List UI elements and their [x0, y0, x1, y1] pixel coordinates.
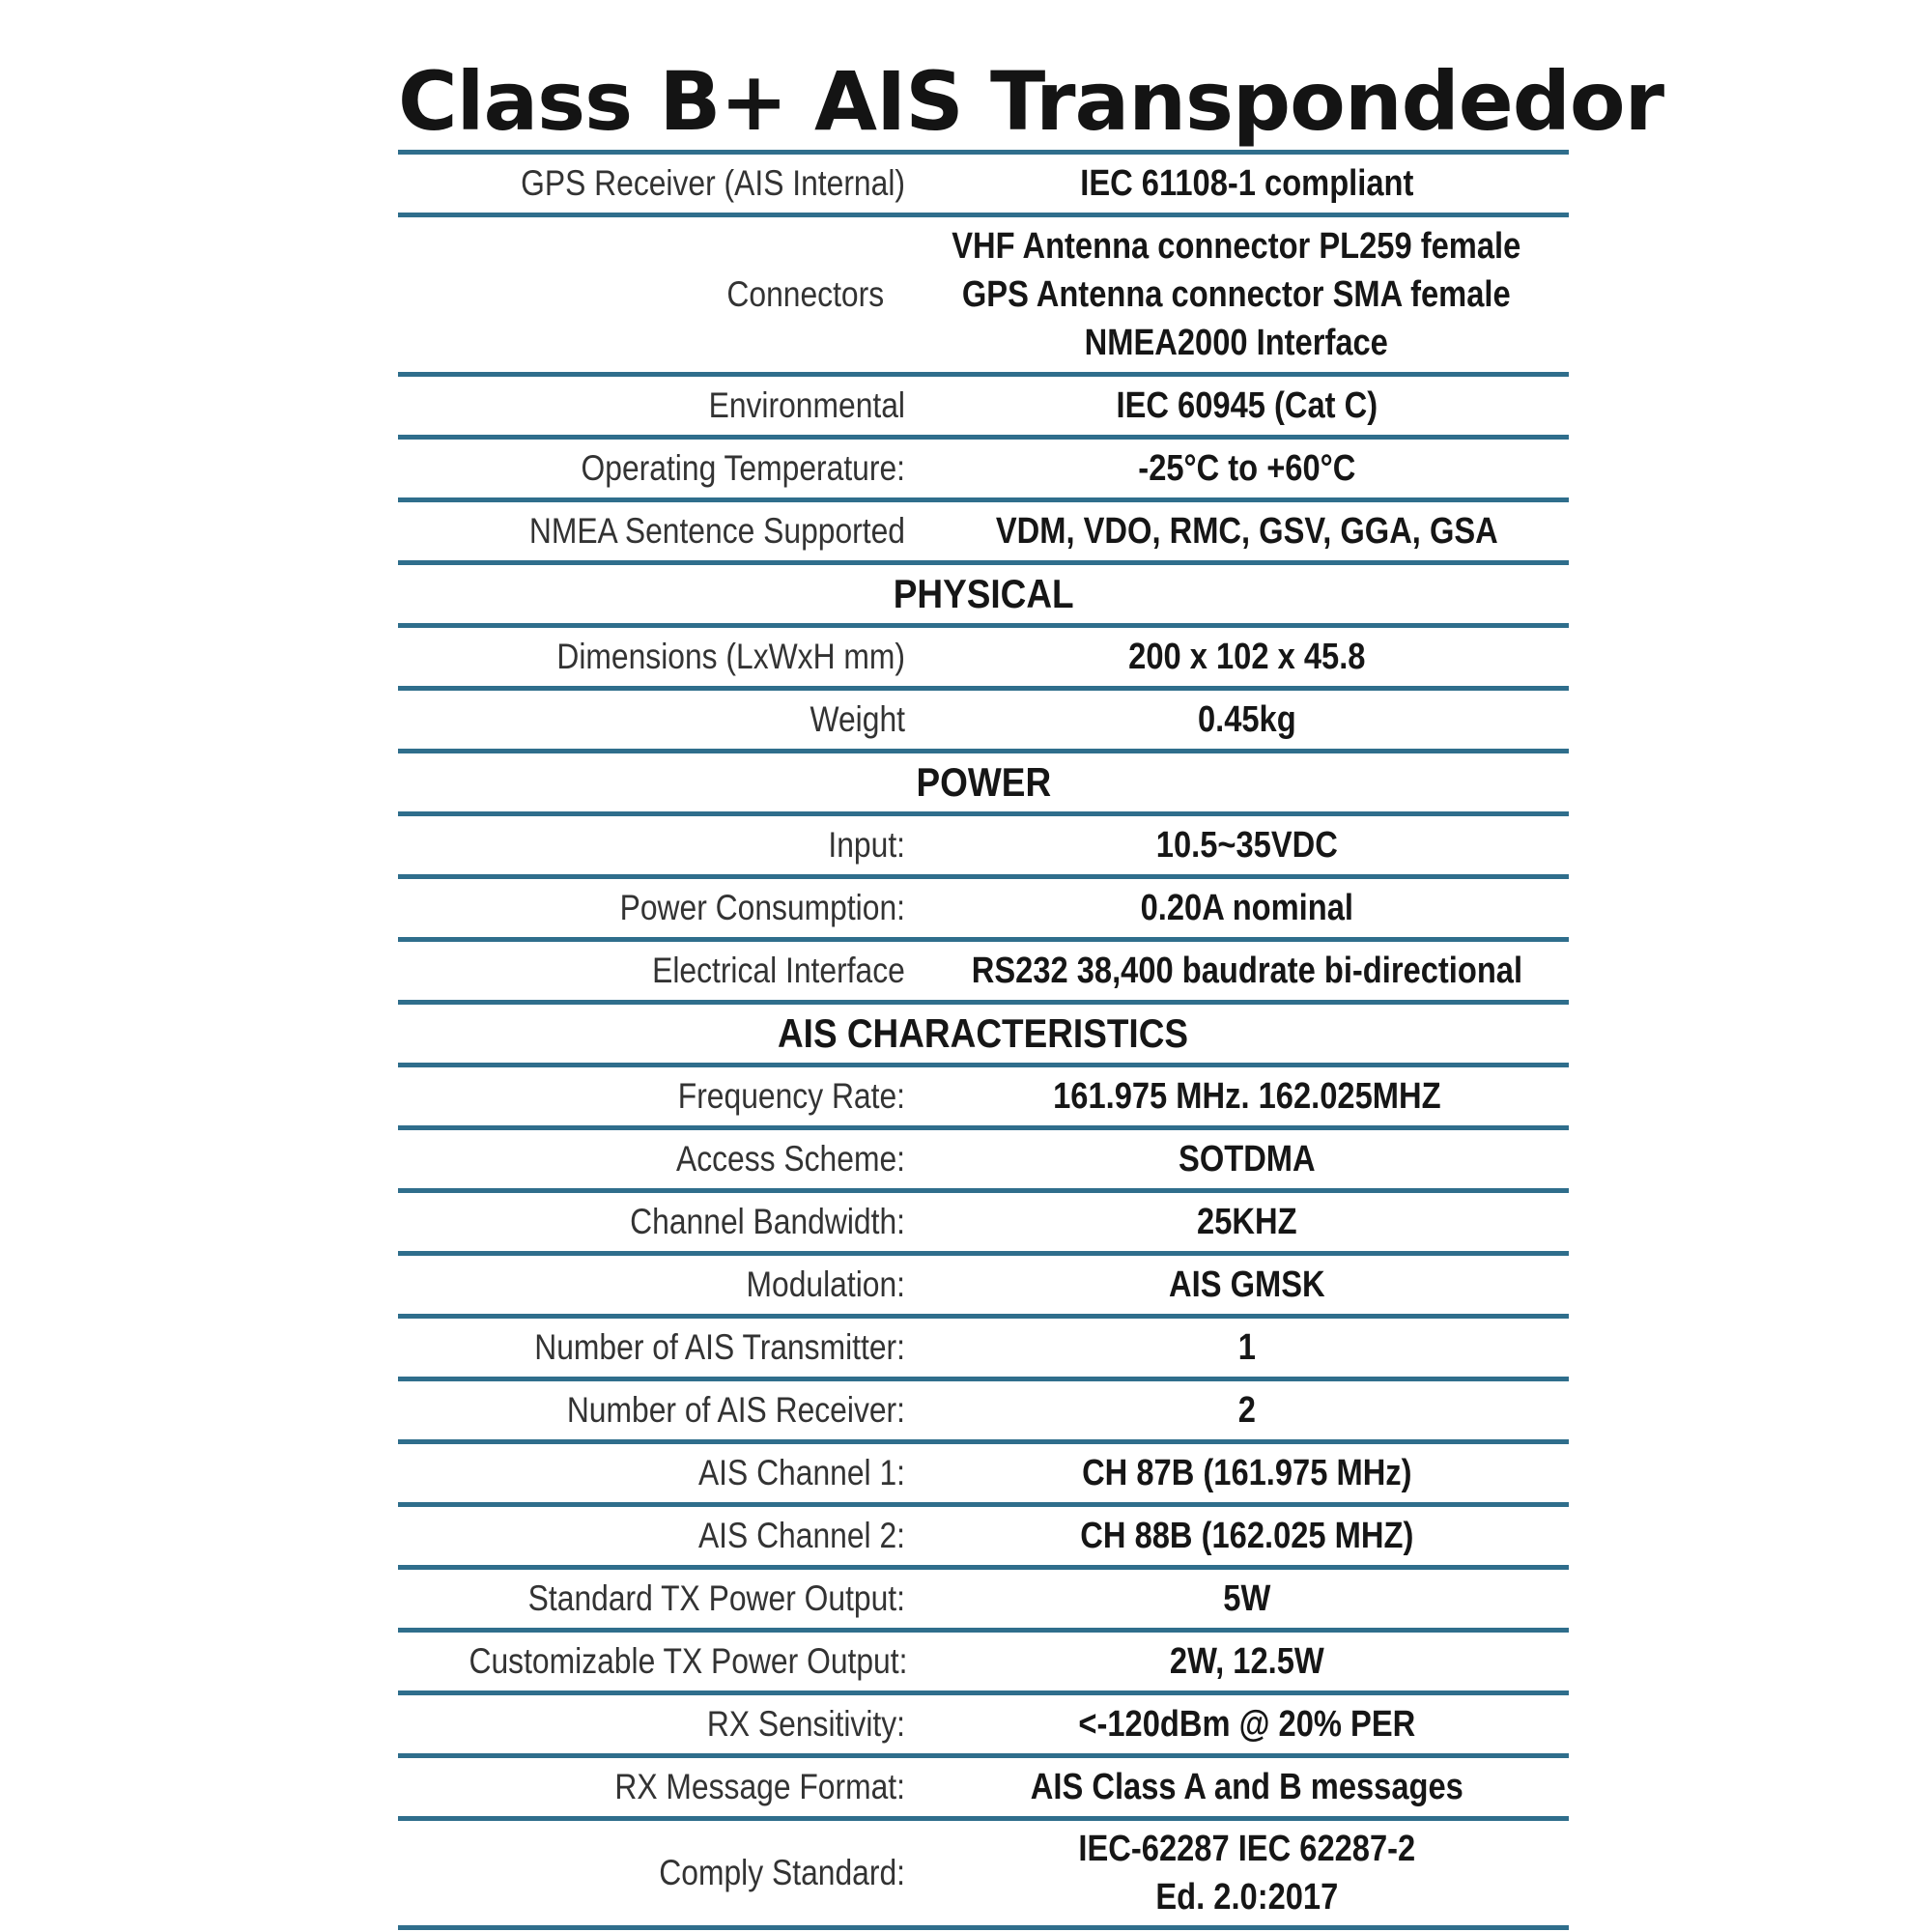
spec-label: AIS Channel 2:	[697, 1516, 905, 1555]
spec-row-modulation	[398, 1256, 1569, 1319]
spec-sheet	[398, 53, 1664, 1930]
spec-value: SOTDMA	[1179, 1139, 1316, 1179]
spec-row-electrical-interface	[398, 942, 1569, 1005]
spec-label: RX Sensitivity:	[706, 1704, 905, 1744]
spec-label: RX Message Format:	[614, 1767, 905, 1806]
spec-value: 1	[1237, 1327, 1256, 1368]
spec-row-ais-channel-2	[398, 1507, 1569, 1570]
spec-row-gps-receiver	[398, 155, 1569, 217]
spec-row-access-scheme	[398, 1130, 1569, 1193]
spec-value: <-120dBm @ 20% PER	[1078, 1704, 1416, 1745]
spec-row-customizable-tx-power	[398, 1633, 1569, 1695]
section-heading-text: POWER	[916, 759, 1051, 805]
spec-value: AIS GMSK	[1169, 1264, 1325, 1305]
spec-label: Number of AIS Receiver:	[566, 1390, 905, 1430]
spec-value: 5W	[1223, 1578, 1271, 1619]
spec-row-comply-standard	[398, 1821, 1569, 1930]
spec-row-ais-channel-1	[398, 1444, 1569, 1507]
spec-row-rx-message-format	[398, 1758, 1569, 1821]
section-heading-text: AIS CHARACTERISTICS	[778, 1010, 1189, 1056]
spec-value: CH 88B (162.025 MHZ)	[1080, 1516, 1414, 1556]
section-heading-physical	[398, 565, 1569, 628]
spec-label: Weight	[810, 699, 905, 739]
page-title: Class B+ AIS Transpondedor	[398, 54, 1664, 149]
spec-label: Input:	[828, 825, 905, 865]
spec-label: NMEA Sentence Supported	[528, 511, 905, 551]
spec-label: Connectors	[726, 274, 885, 314]
spec-row-input	[398, 816, 1569, 879]
section-heading-ais-characteristics	[398, 1005, 1569, 1067]
spec-label: Number of AIS Transmitter:	[534, 1327, 905, 1367]
spec-label: Electrical Interface	[652, 951, 905, 990]
spec-value: IEC 61108-1 compliant	[1080, 163, 1414, 204]
spec-row-standard-tx-power	[398, 1570, 1569, 1633]
spec-value	[952, 1825, 1522, 1921]
spec-row-dimensions	[398, 628, 1569, 691]
spec-label: Environmental	[708, 385, 905, 425]
spec-label: Comply Standard:	[659, 1853, 905, 1892]
spec-value-line: IEC-62287 IEC 62287-2	[1078, 1829, 1416, 1869]
section-heading-text: PHYSICAL	[893, 571, 1074, 616]
spec-value: -25°C to +60°C	[1138, 448, 1356, 489]
spec-label: Operating Temperature:	[581, 448, 905, 488]
spec-row-operating-temperature	[398, 440, 1569, 502]
spec-value: AIS Class A and B messages	[1030, 1767, 1463, 1807]
spec-value: VDM, VDO, RMC, GSV, GGA, GSA	[995, 511, 1498, 552]
spec-value	[932, 222, 1521, 367]
spec-value: RS232 38,400 baudrate bi-directional	[971, 951, 1522, 991]
spec-value-line: GPS Antenna connector SMA female	[961, 274, 1511, 315]
spec-row-ais-transmitters	[398, 1319, 1569, 1381]
spec-value-line: Ed. 2.0:2017	[1155, 1877, 1339, 1918]
spec-value: 200 x 102 x 45.8	[1128, 637, 1366, 677]
spec-label: Channel Bandwidth:	[630, 1202, 905, 1241]
section-heading-power	[398, 753, 1569, 816]
spec-label: Frequency Rate:	[677, 1076, 905, 1116]
spec-value-line: NMEA2000 Interface	[1084, 323, 1388, 363]
spec-label: Standard TX Power Output:	[527, 1578, 905, 1618]
spec-label: AIS Channel 1:	[697, 1453, 905, 1492]
spec-value: 25KHZ	[1197, 1202, 1297, 1242]
spec-value: 2W, 12.5W	[1169, 1641, 1324, 1682]
spec-label: Customizable TX Power Output:	[469, 1641, 908, 1681]
spec-row-connectors	[398, 217, 1569, 377]
spec-row-channel-bandwidth	[398, 1193, 1569, 1256]
spec-value: 10.5~35VDC	[1155, 825, 1338, 866]
spec-value: CH 87B (161.975 MHz)	[1082, 1453, 1412, 1493]
spec-label: GPS Receiver (AIS Internal)	[521, 163, 905, 203]
spec-label: Modulation:	[746, 1264, 905, 1304]
spec-value: IEC 60945 (Cat C)	[1116, 385, 1378, 426]
spec-row-environmental	[398, 377, 1569, 440]
spec-row-weight	[398, 691, 1569, 753]
spec-row-frequency-rate	[398, 1067, 1569, 1130]
spec-row-nmea-sentences	[398, 502, 1569, 565]
spec-row-power-consumption	[398, 879, 1569, 942]
spec-label: Dimensions (LxWxH mm)	[556, 637, 905, 676]
spec-row-rx-sensitivity	[398, 1695, 1569, 1758]
spec-label: Access Scheme:	[676, 1139, 905, 1179]
spec-row-ais-receivers	[398, 1381, 1569, 1444]
spec-label: Power Consumption:	[619, 888, 905, 927]
spec-value-line: VHF Antenna connector PL259 female	[952, 226, 1521, 267]
spec-value: 2	[1237, 1390, 1256, 1431]
spec-value: 161.975 MHz. 162.025MHZ	[1053, 1076, 1441, 1117]
spec-value: 0.45kg	[1197, 699, 1296, 740]
spec-value: 0.20A nominal	[1140, 888, 1353, 928]
